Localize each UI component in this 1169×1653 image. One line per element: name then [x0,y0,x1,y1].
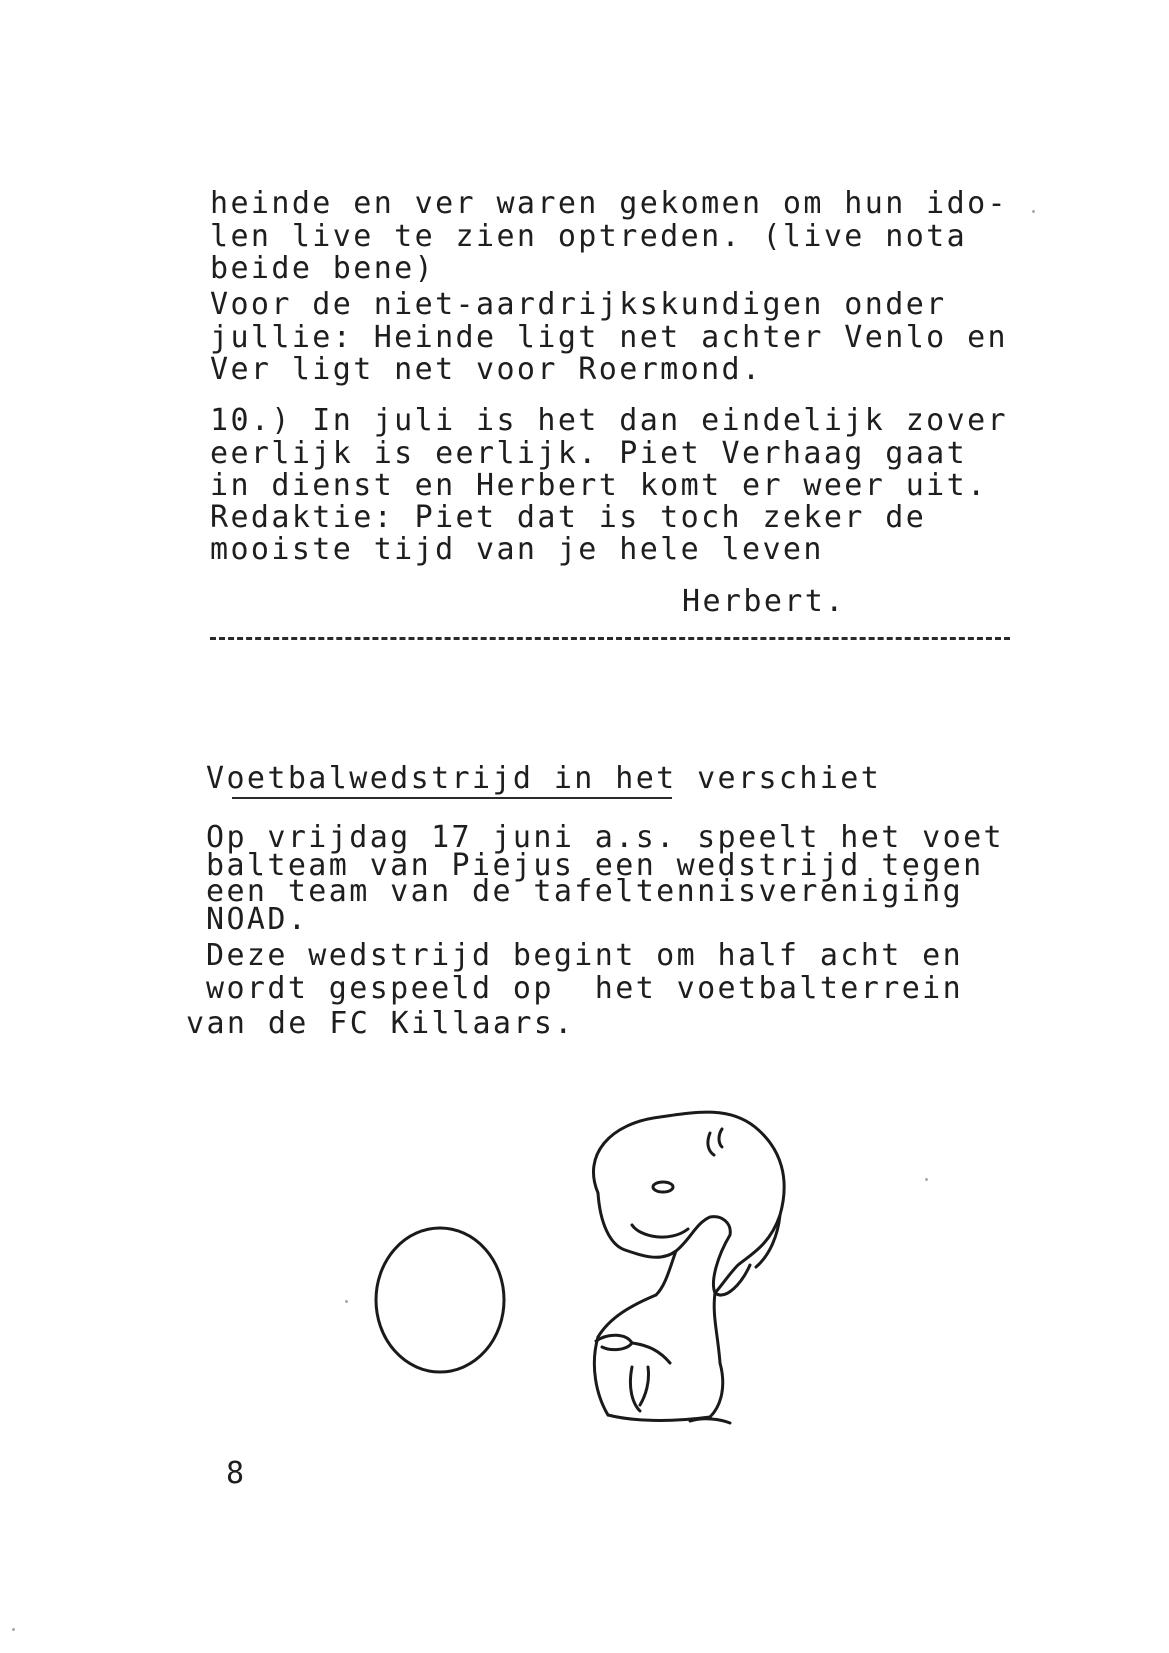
text-line: jullie: Heinde ligt net achter Venlo en [210,320,1008,355]
text-line: len live te zien optreden. (live nota [210,219,968,254]
scan-speck [345,1300,348,1303]
text-line: Op vrijdag 17 juni a.s. speelt het voet [206,820,1004,855]
cartoon-illustration [370,1105,830,1425]
text-line: van de FC Killaars. [186,1006,575,1041]
text-line: NOAD. [206,902,309,937]
text-line: Voor de niet-aardrijkskundigen onder [210,287,947,322]
scan-speck [1032,210,1035,213]
text-line: 10.) In juli is het dan eindelijk zover [210,403,1008,438]
title-underline [232,797,672,799]
text-line: wordt gespeeld op het voetbalterrein [206,971,964,1006]
text-line: een team van de tafeltennisvereniging [206,874,964,909]
article-title: Voetbalwedstrijd in het verschiet [206,761,882,796]
text-line: Deze wedstrijd begint om half acht en [206,938,964,973]
scan-speck [925,1178,928,1181]
text-line: beide bene) [210,251,436,286]
text-line: mooiste tijd van je hele leven [210,532,824,567]
section-divider [210,637,1010,640]
text-line: Redaktie: Piet dat is toch zeker de [210,500,927,535]
text-line: Ver ligt net voor Roermond. [210,352,763,387]
page-number: 8 [226,1456,245,1491]
text-line: in dienst en Herbert komt er weer uit. [210,468,988,503]
text-line: eerlijk is eerlijk. Piet Verhaag gaat [210,436,968,471]
author-signature: Herbert. [682,584,846,619]
ball-icon [376,1228,504,1372]
text-line: heinde en ver waren gekomen om hun ido- [210,186,1008,221]
scan-speck [12,1628,15,1631]
text-line: balteam van Piejus een wedstrijd tegen [206,848,984,883]
